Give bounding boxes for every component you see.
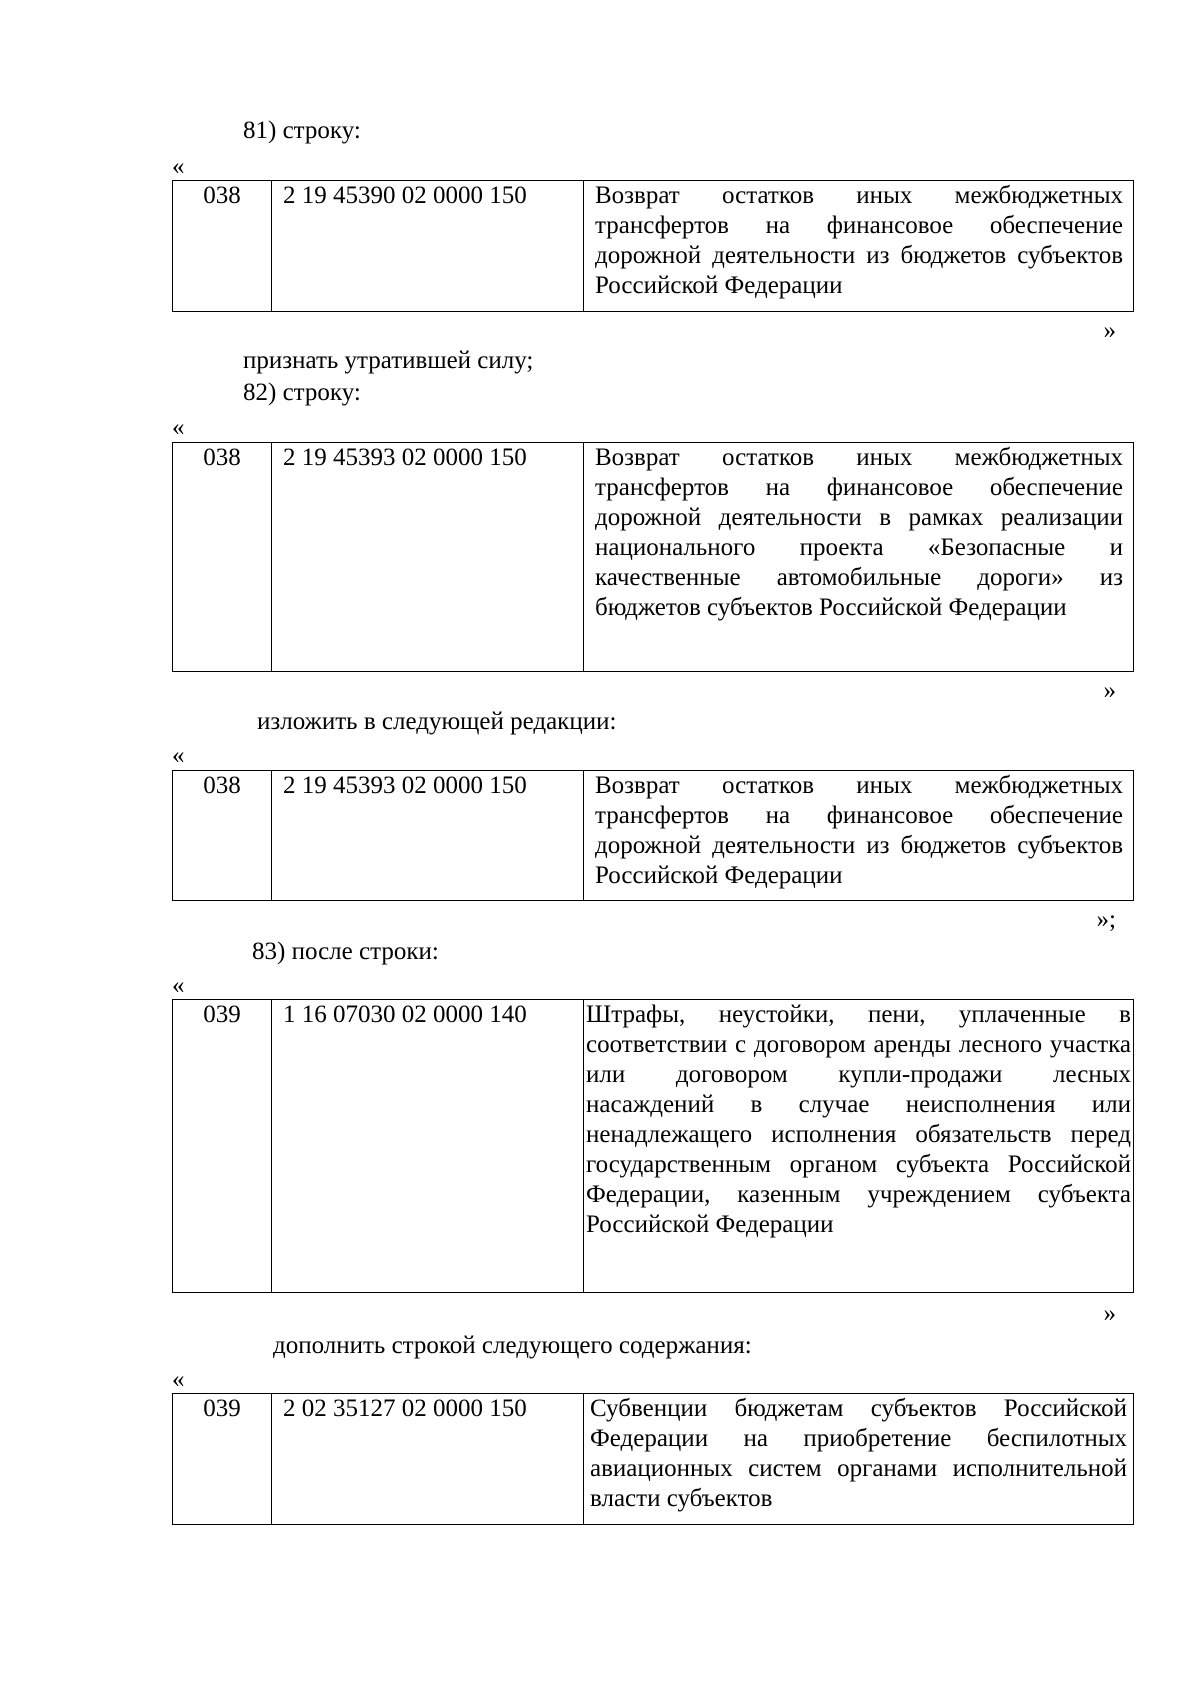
close-quote: » xyxy=(1103,677,1116,704)
item-81-heading: 81) строку: xyxy=(243,117,361,144)
open-quote: « xyxy=(172,972,185,999)
admin-code-cell: 038 xyxy=(173,443,272,672)
code-table-row-2 xyxy=(172,442,1134,672)
open-quote: « xyxy=(172,742,185,769)
table-row xyxy=(173,443,1134,672)
item-83-heading: 83) после строки: xyxy=(252,938,439,965)
table-row xyxy=(173,771,1134,901)
budget-code-cell: 2 02 35127 02 0000 150 xyxy=(272,1394,584,1525)
code-table-row-1 xyxy=(172,180,1134,312)
table-row xyxy=(173,1000,1134,1293)
close-quote: »; xyxy=(1096,906,1116,933)
open-quote: « xyxy=(172,1366,185,1393)
description-cell: Субвенции бюджетам субъектов Российской Федерации на приобретение беспилотных авиационных систем органами исполнительной власти субъектов xyxy=(584,1394,1134,1525)
paragraph-text: изложить в следующей редакции: xyxy=(257,708,617,735)
admin-code-cell: 038 xyxy=(173,181,272,312)
admin-code-cell: 039 xyxy=(173,1394,272,1525)
code-table-row-3 xyxy=(172,770,1134,901)
admin-code-cell: 038 xyxy=(173,771,272,901)
description-cell: Возврат остатков иных межбюджетных трансфертов на финансовое обеспечение дорожной деятельности в рамках реализации национального проекта «Безопасные и качественные автомобильные дороги» из бюджетов субъектов Российской Федерации xyxy=(584,443,1134,672)
budget-code-cell: 2 19 45390 02 0000 150 xyxy=(272,181,584,312)
item-82-heading: 82) строку: xyxy=(243,379,361,406)
code-table-row-5 xyxy=(172,1393,1134,1525)
description-cell: Штрафы, неустойки, пени, уплаченные в соответствии с договором аренды лесного участка или договором купли-продажи лесных насаждений в случае неисполнения или ненадлежащего исполнения обязательств перед государственным органом субъекта Российской Федерации, казенным учреждением субъекта Российской Федерации xyxy=(584,1000,1134,1293)
description-cell: Возврат остатков иных межбюджетных трансфертов на финансовое обеспечение дорожной деятельности из бюджетов субъектов Российской Федерации xyxy=(584,771,1134,901)
close-quote: » xyxy=(1103,1300,1116,1327)
close-quote: » xyxy=(1103,317,1116,344)
table-row xyxy=(173,1394,1134,1525)
paragraph-text: дополнить строкой следующего содержания: xyxy=(273,1332,752,1359)
budget-code-cell: 2 19 45393 02 0000 150 xyxy=(272,443,584,672)
open-quote: « xyxy=(172,153,185,180)
code-table-row-4 xyxy=(172,999,1134,1293)
table-row xyxy=(173,181,1134,312)
open-quote: « xyxy=(172,414,185,441)
budget-code-cell: 1 16 07030 02 0000 140 xyxy=(272,1000,584,1293)
paragraph-text: признать утратившей силу; xyxy=(243,347,534,374)
description-cell: Возврат остатков иных межбюджетных трансфертов на финансовое обеспечение дорожной деятельности из бюджетов субъектов Российской Федерации xyxy=(584,181,1134,312)
budget-code-cell: 2 19 45393 02 0000 150 xyxy=(272,771,584,901)
admin-code-cell: 039 xyxy=(173,1000,272,1293)
